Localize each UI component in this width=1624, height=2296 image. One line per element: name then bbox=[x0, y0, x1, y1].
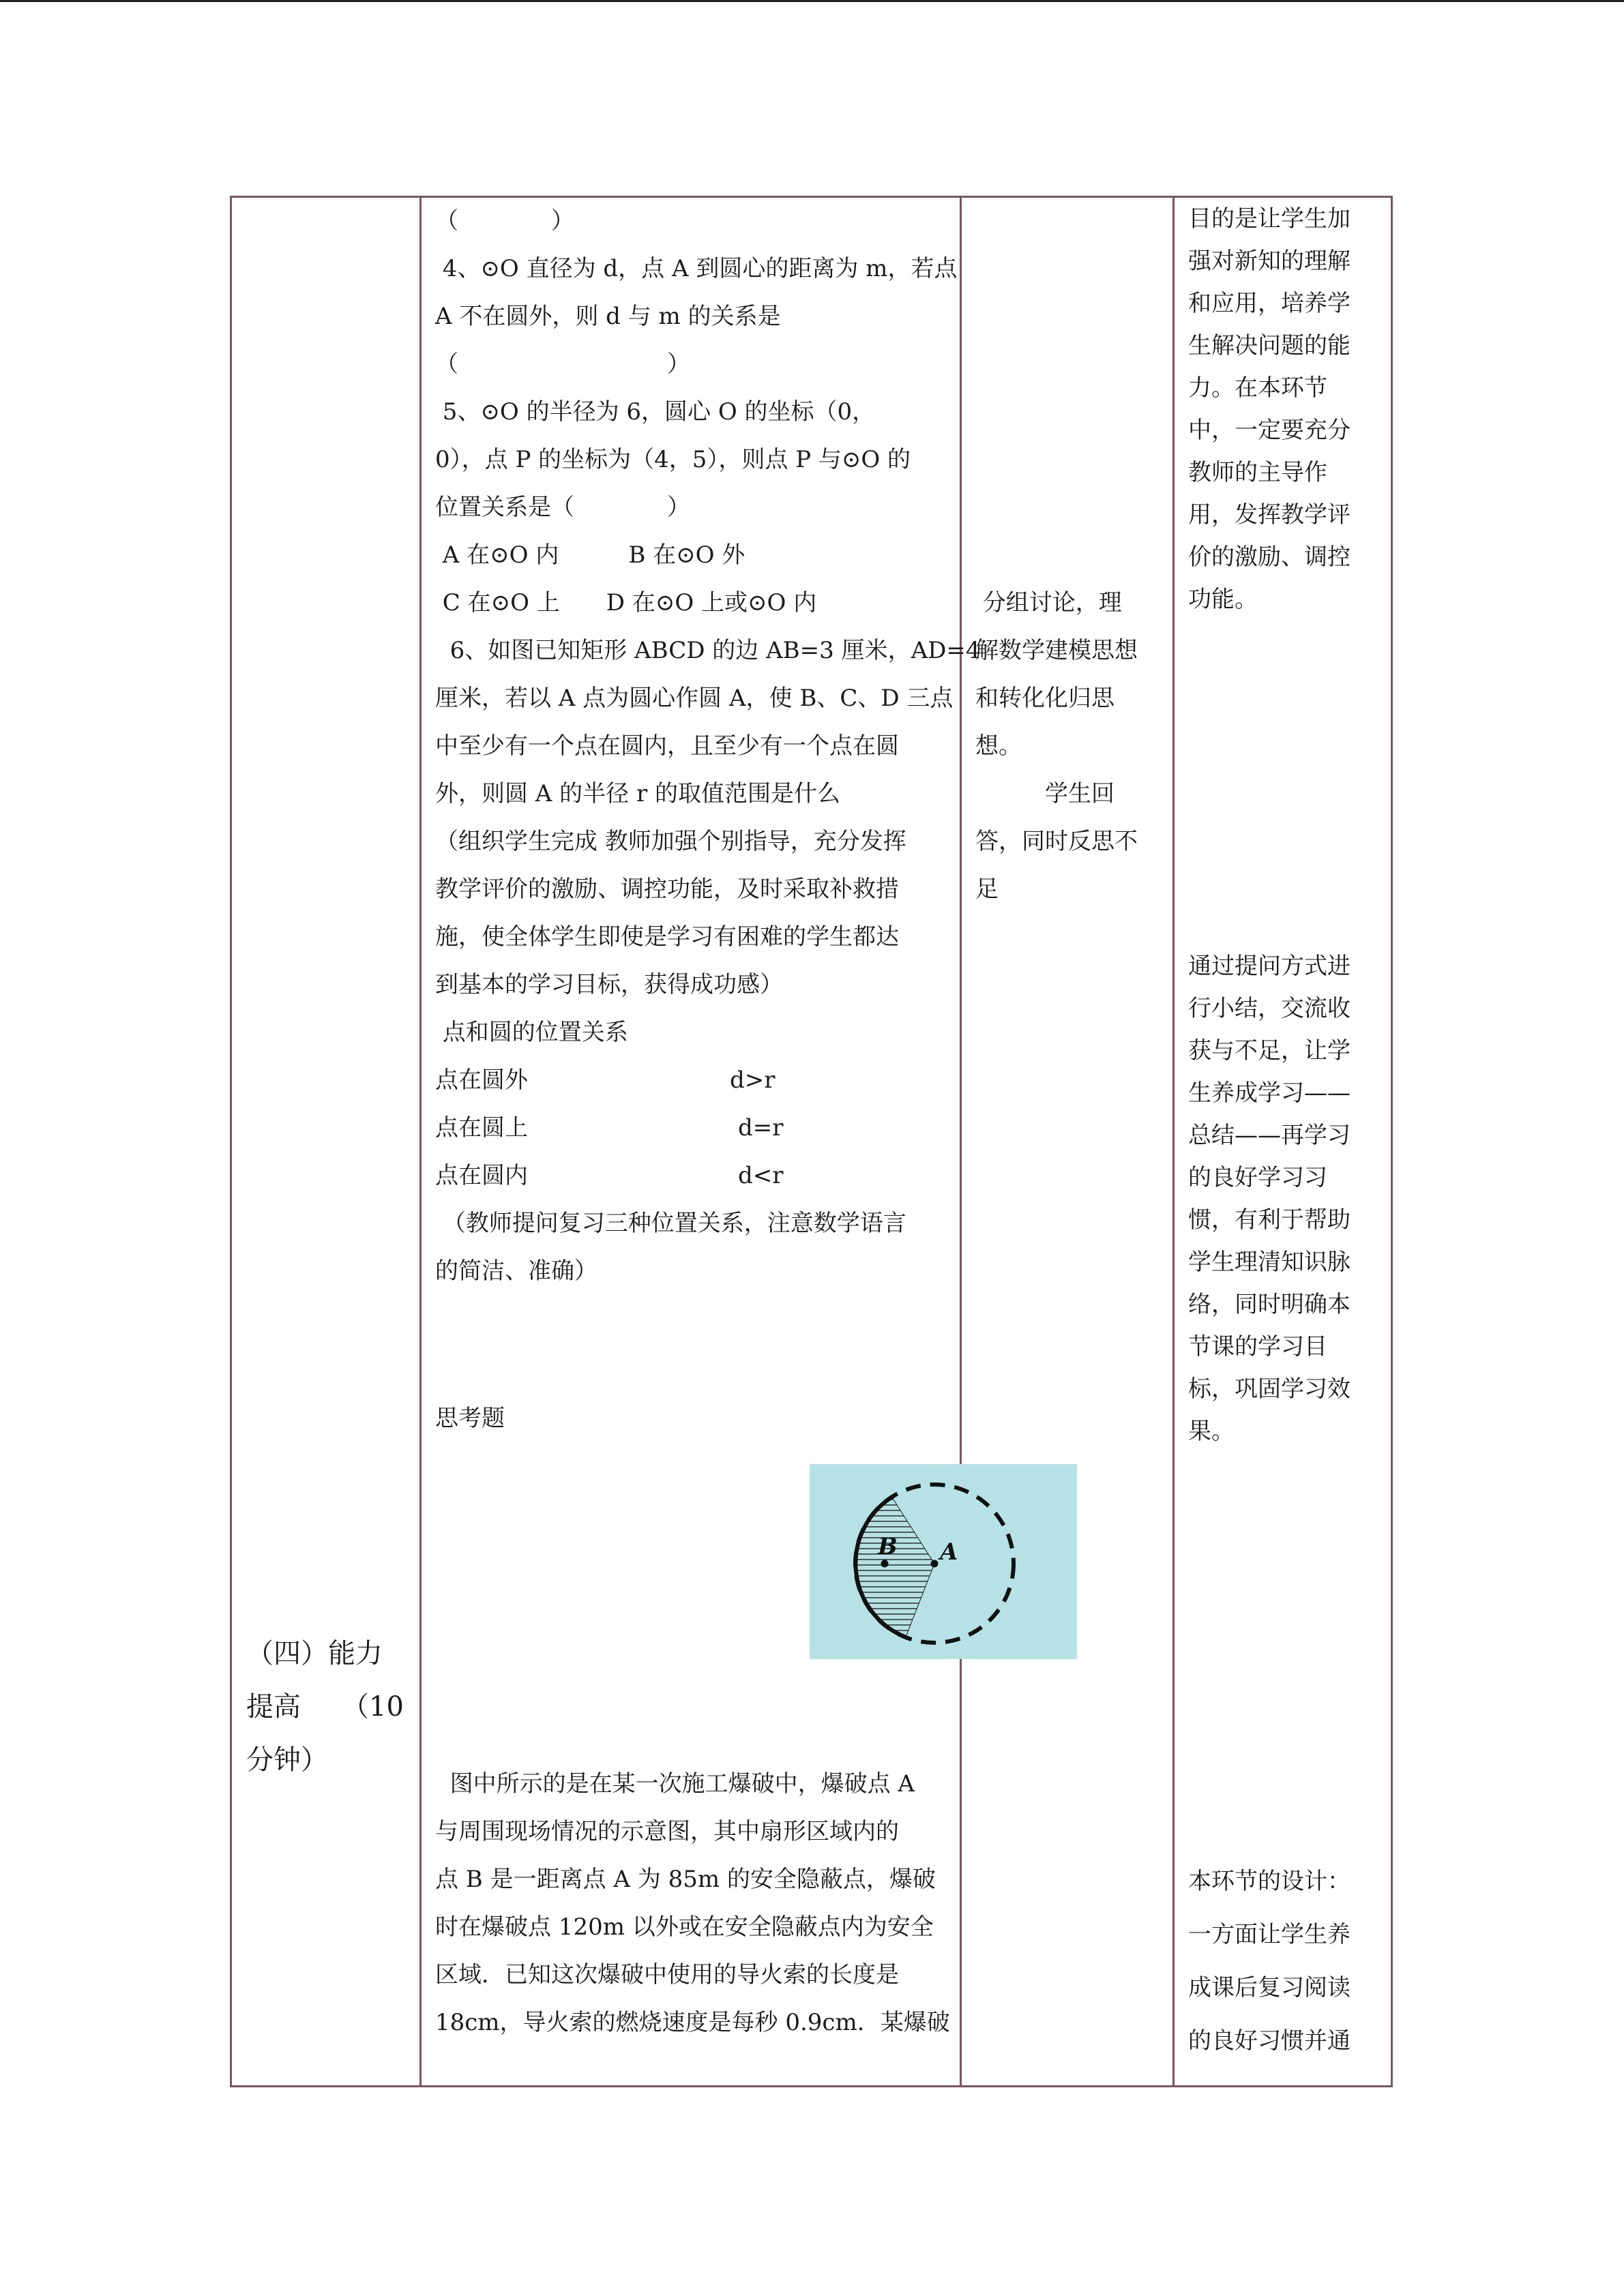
content-line: 时在爆破点 120m 以外或在安全隐蔽点内为安全 bbox=[435, 1913, 934, 1941]
intent-line: 总结——再学习 bbox=[1188, 1122, 1350, 1149]
content-line: 6、如图已知矩形 ABCD 的边 AB=3 厘米，AD=4 bbox=[435, 637, 981, 664]
stage-label-line: 提高 （10 bbox=[246, 1691, 404, 1723]
point-b-label: B bbox=[878, 1533, 898, 1560]
intent-line: 和应用，培养学 bbox=[1188, 290, 1350, 317]
intent-line: 成课后复习阅读 bbox=[1188, 1974, 1350, 2001]
intent-line: 果。 bbox=[1188, 1418, 1235, 1445]
point-a-label: A bbox=[940, 1538, 958, 1566]
intent-line: 中，一定要充分 bbox=[1188, 417, 1350, 444]
point-a-dot bbox=[931, 1560, 939, 1568]
stage-cell bbox=[230, 196, 419, 2087]
content-line: A 不在圆外，则 d 与 m 的关系是 bbox=[435, 303, 781, 330]
intent-line: 教师的主导作 bbox=[1188, 459, 1327, 486]
intent-line: 本环节的设计： bbox=[1188, 1868, 1350, 1895]
intent-line: 通过提问方式进 bbox=[1188, 953, 1350, 980]
intent-line: 强对新知的理解 bbox=[1188, 248, 1350, 275]
relation-name: 点在圆内 bbox=[435, 1162, 528, 1189]
intent-line: 节课的学习目 bbox=[1188, 1333, 1327, 1360]
stage-label-line: 分钟） bbox=[246, 1744, 328, 1776]
intent-line: 络，同时明确本 bbox=[1188, 1291, 1350, 1318]
intent-line: 力。在本环节 bbox=[1188, 374, 1327, 402]
content-line: 厘米，若以 A 点为圆心作圆 A，使 B、C、D 三点 bbox=[435, 685, 954, 712]
content-line: 图中所示的是在某一次施工爆破中，爆破点 A bbox=[435, 1770, 915, 1798]
intent-line: 一方面让学生养 bbox=[1188, 1921, 1350, 1948]
content-line: A 在⊙O 内 B 在⊙O 外 bbox=[435, 541, 745, 569]
content-line: （ ） bbox=[435, 207, 574, 235]
student-line: 学生回 bbox=[975, 780, 1114, 807]
point-b-dot bbox=[881, 1560, 889, 1568]
content-line: 施，使全体学生即使是学习有困难的学生都达 bbox=[435, 923, 899, 951]
student-line: 分组讨论，理 bbox=[975, 589, 1122, 616]
thinking-title: 思考题 bbox=[435, 1405, 505, 1432]
table-right-border bbox=[1391, 196, 1393, 2087]
content-line: （ ） bbox=[435, 351, 690, 378]
content-line: 区域．已知这次爆破中使用的导火索的长度是 bbox=[435, 1961, 899, 1988]
intent-line: 的良好学习习 bbox=[1188, 1164, 1327, 1191]
content-line: C 在⊙O 上 D 在⊙O 上或⊙O 内 bbox=[435, 589, 817, 616]
content-line: 与周围现场情况的示意图，其中扇形区域内的 bbox=[435, 1818, 899, 1845]
intent-line: 标，巩固学习效 bbox=[1188, 1375, 1350, 1403]
relation-name: 点在圆上 bbox=[435, 1114, 528, 1142]
content-line: （教师提问复习三种位置关系，注意数学语言 bbox=[435, 1210, 906, 1237]
content-line: （组织学生完成 教师加强个别指导，充分发挥 bbox=[435, 828, 906, 855]
content-line: 点和圆的位置关系 bbox=[435, 1019, 628, 1046]
intent-line: 功能。 bbox=[1188, 586, 1258, 613]
content-line: 中至少有一个点在圆内，且至少有一个点在圆 bbox=[435, 732, 899, 760]
student-line: 答，同时反思不 bbox=[975, 828, 1138, 855]
intent-line: 学生理清知识脉 bbox=[1188, 1249, 1350, 1276]
content-line: 到基本的学习目标，获得成功感） bbox=[435, 971, 783, 998]
intent-line: 生养成学习—— bbox=[1188, 1079, 1350, 1107]
student-line: 解数学建模思想 bbox=[975, 637, 1138, 664]
relation-expr: d>r bbox=[730, 1067, 776, 1094]
content-line: 的简洁、准确） bbox=[435, 1257, 597, 1285]
intent-line: 惯，有利于帮助 bbox=[1188, 1206, 1350, 1234]
content-line: 5、⊙O 的半径为 6，圆心 O 的坐标（0， bbox=[435, 398, 876, 426]
intent-line: 目的是让学生加 bbox=[1188, 205, 1350, 233]
relation-name: 点在圆外 bbox=[435, 1067, 528, 1094]
intent-line: 生解决问题的能 bbox=[1188, 332, 1350, 359]
page-top-border bbox=[0, 0, 1624, 2]
stage-label-line: （四）能力 bbox=[246, 1638, 383, 1669]
content-line: 位置关系是（ ） bbox=[435, 494, 690, 521]
content-cell bbox=[422, 196, 981, 2087]
content-line: 18cm，导火索的燃烧速度是每秒 0.9cm．某爆破 bbox=[435, 2009, 950, 2036]
relation-expr: d=r bbox=[738, 1114, 784, 1142]
content-line: 4、⊙O 直径为 d，点 A 到圆心的距离为 m，若点 bbox=[435, 255, 958, 282]
content-line: 外，则圆 A 的半径 r 的取值范围是什么 bbox=[435, 780, 841, 807]
design-intent-cell bbox=[1175, 196, 1391, 2087]
student-line: 足 bbox=[975, 876, 999, 903]
content-line: 0），点 P 的坐标为（4，5），则点 P 与⊙O 的 bbox=[435, 446, 911, 473]
lesson-table bbox=[230, 196, 1393, 2087]
content-line: 点 B 是一距离点 A 为 85m 的安全隐蔽点，爆破 bbox=[435, 1866, 936, 1893]
intent-line: 行小结，交流收 bbox=[1188, 995, 1350, 1022]
content-line: 教学评价的激励、调控功能，及时采取补救措 bbox=[435, 876, 899, 903]
student-line: 想。 bbox=[975, 732, 1022, 760]
intent-line: 的良好习惯并通 bbox=[1188, 2027, 1350, 2055]
intent-line: 获与不足，让学 bbox=[1188, 1037, 1350, 1064]
student-activity-cell bbox=[962, 196, 1172, 2087]
intent-line: 用，发挥教学评 bbox=[1188, 501, 1350, 528]
student-line: 和转化化归思 bbox=[975, 685, 1114, 712]
relation-expr: d<r bbox=[738, 1162, 784, 1189]
intent-line: 价的激励、调控 bbox=[1188, 543, 1350, 571]
